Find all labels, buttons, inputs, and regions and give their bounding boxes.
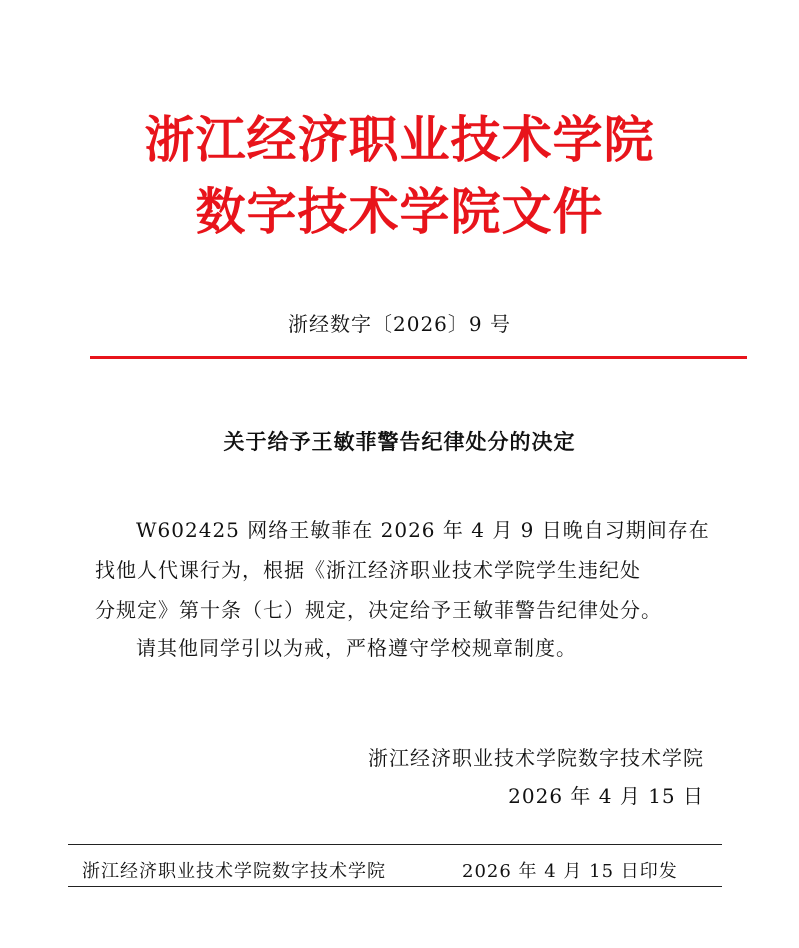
footer-divider-top bbox=[68, 844, 722, 845]
body-line-4: 请其他同学引以为戒，严格遵守学校规章制度。 bbox=[136, 636, 577, 660]
body-line-2: 找他人代课行为，根据《浙江经济职业技术学院学生违纪处 bbox=[95, 558, 641, 582]
footer-organization: 浙江经济职业技术学院数字技术学院 bbox=[82, 861, 386, 882]
document-number: 浙经数字〔2026〕9 号 bbox=[288, 312, 511, 336]
footer-divider-bottom bbox=[68, 886, 722, 887]
signature-organization: 浙江经济职业技术学院数字技术学院 bbox=[368, 746, 704, 770]
document-subject: 关于给予王敏菲警告纪律处分的决定 bbox=[223, 430, 576, 454]
footer-issue-date: 2026 年 4 月 15 日印发 bbox=[462, 861, 678, 882]
signature-date: 2026 年 4 月 15 日 bbox=[508, 784, 704, 808]
body-line-1: W602425 网络王敏菲在 2026 年 4 月 9 日晚自习期间存在 bbox=[136, 518, 710, 542]
body-line-3: 分规定》第十条（七）规定，决定给予王敏菲警告纪律处分。 bbox=[95, 598, 662, 622]
header-title-line2: 数字技术学院文件 bbox=[195, 182, 604, 241]
header-red-divider bbox=[90, 356, 747, 359]
header-title-line1: 浙江经济职业技术学院 bbox=[144, 110, 655, 169]
